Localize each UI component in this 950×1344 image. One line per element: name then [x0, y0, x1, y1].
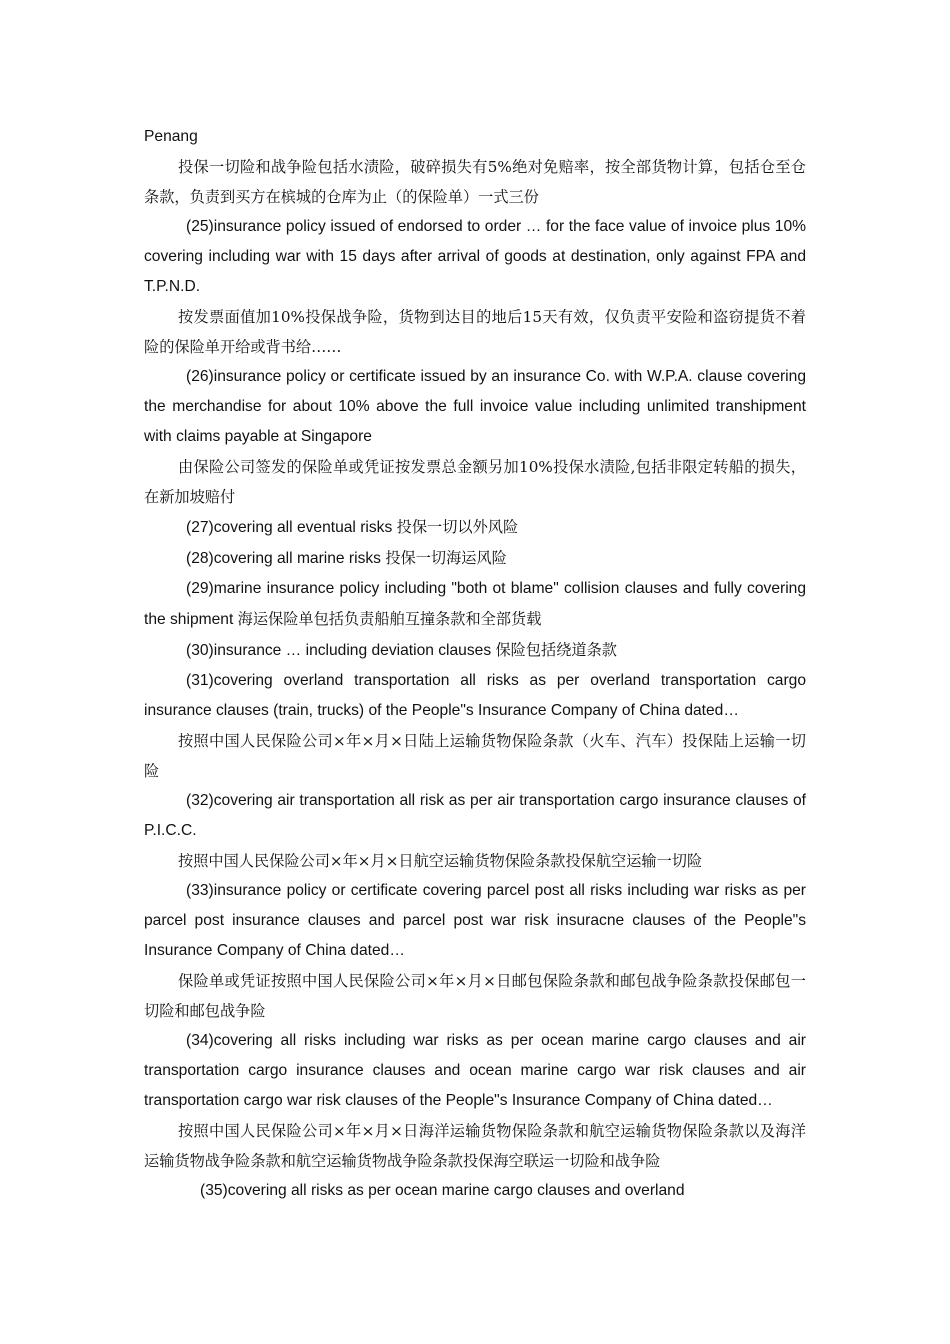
- paragraph-27-zh: 投保一切以外风险: [396, 518, 519, 536]
- paragraph-33-zh: 保险单或凭证按照中国人民保险公司×年×月×日邮包保险条款和邮包战争险条款投保邮包一切险和邮包战争险: [144, 972, 806, 1020]
- paragraph-33-en: (33)insurance policy or certificate covering parcel post all risks including war risks as per parcel post insurance clauses and parcel post war risk insuracne clauses of the People"s Insurance Company of China dated…: [144, 882, 806, 959]
- paragraph-26-zh: 由保险公司签发的保险单或凭证按发票总金额另加10%投保水渍险,包括非限定转船的损失，在新加坡赔付: [144, 458, 806, 506]
- paragraph-29-en: (29)marine insurance policy including "both ot blame" collision clauses and fully covering the shipment: [144, 580, 806, 628]
- paragraph-31-en: (31)covering overland transportation all risks as per overland transportation cargo insurance clauses (train, trucks) of the People"s Insurance Company of China dated…: [144, 672, 806, 719]
- paragraph-30-zh: 保险包括绕道条款: [495, 641, 617, 659]
- paragraph-29: [144, 574, 806, 635]
- paragraph-28-en: (28)covering all marine risks: [186, 550, 381, 567]
- paragraph-32-en: (32)covering air transportation all risk as per air transportation cargo insurance clauses of P.I.C.C.: [144, 792, 806, 839]
- paragraph-34-zh: 按照中国人民保险公司×年×月×日海洋运输货物保险条款和航空运输货物保险条款以及海洋运输货物战争险条款和航空运输货物战争险条款投保海空联运一切险和战争险: [144, 1122, 806, 1170]
- paragraph-34-en: (34)covering all risks including war risks as per ocean marine cargo clauses and air transportation cargo insurance clauses and ocean marine cargo war risk clauses and air transportation cargo war risk clauses of the People"s Insurance Company of China dated…: [144, 1032, 806, 1109]
- paragraph-24-zh: 投保一切险和战争险包括水渍险，破碎损失有5%绝对免赔率，按全部货物计算，包括仓至仓条款，负责到买方在槟城的仓库为止（的保险单）一式三份: [144, 158, 806, 206]
- paragraph-30: [144, 635, 806, 666]
- paragraph-35-en: (35)covering all risks as per ocean marine cargo clauses and overland: [200, 1182, 685, 1199]
- paragraph-26-en: (26)insurance policy or certificate issued by an insurance Co. with W.P.A. clause covering the merchandise for about 10% above the full invoice value including unlimited transhipment with claims payable at Singapore: [144, 368, 806, 445]
- paragraph-28: [144, 543, 806, 574]
- heading-penang: Penang: [144, 128, 198, 145]
- paragraph-27: [144, 512, 806, 543]
- paragraph-28-zh: 投保一切海运风险: [385, 549, 507, 567]
- paragraph-29-zh: 海运保险单包括负责船舶互撞条款和全部货载: [237, 610, 542, 628]
- paragraph-25-en: (25)insurance policy issued of endorsed to order … for the face value of invoice plus 10% covering including war with 15 days after arrival of goods at destination, only against FPA and T.P.N.D.: [144, 218, 806, 295]
- document-page: [144, 122, 806, 1206]
- paragraph-27-en: (27)covering all eventual risks: [186, 519, 393, 536]
- paragraph-25-zh: 按发票面值加10%投保战争险，货物到达目的地后15天有效，仅负责平安险和盗窃提货不着险的保险单开给或背书给……: [144, 308, 806, 356]
- paragraph-30-en: (30)insurance … including deviation clauses: [186, 642, 492, 659]
- paragraph-31-zh: 按照中国人民保险公司×年×月×日陆上运输货物保险条款（火车、汽车）投保陆上运输一切险: [144, 732, 806, 780]
- paragraph-32-zh: 按照中国人民保险公司×年×月×日航空运输货物保险条款投保航空运输一切险: [178, 852, 703, 870]
